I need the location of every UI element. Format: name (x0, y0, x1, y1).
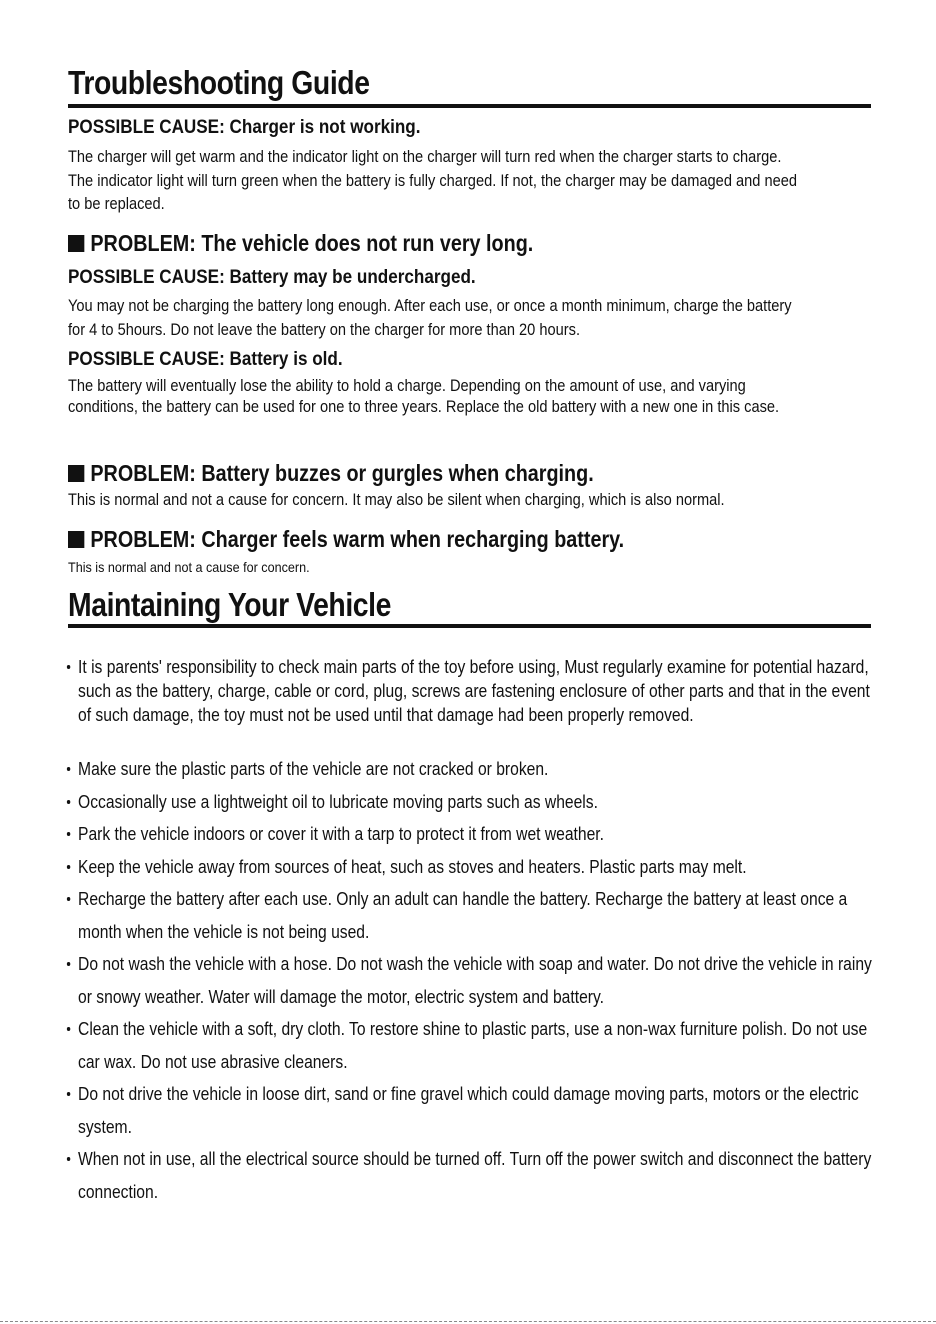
problem-square-icon (68, 531, 84, 548)
list-item: It is parents' responsibility to check main parts of the toy before using, Must regularly examine for potential hazard, such as the battery, charge, cable or cord, plug, screws are fastening enclosure of other parts and that in the event of such damage, the toy must not be used until that damage had been properly removed. (66, 655, 874, 727)
problem-title: PROBLEM: Battery buzzes or gurgles when charging. (90, 460, 594, 486)
troubleshooting-rule (68, 104, 871, 108)
problem-battery-buzzes (68, 460, 594, 486)
page-edge-dashed-line (0, 1321, 936, 1322)
problem-charger-warm (68, 526, 624, 552)
list-item: Make sure the plastic parts of the vehicle are not cracked or broken. (66, 753, 874, 786)
problem-title: PROBLEM: The vehicle does not run very long. (90, 230, 534, 256)
maintenance-list (66, 655, 874, 1208)
problem-title: PROBLEM: Charger feels warm when recharging battery. (90, 526, 625, 552)
cause-charger-text: The charger will get warm and the indicator light on the charger will turn red when the charger starts to charge. The indicator light will turn green when the battery is fully charged. If not, the charger may be damaged and need to be replaced. (68, 147, 797, 213)
cause-undercharged: POSSIBLE CAUSE: Battery may be undercharged. (68, 267, 476, 288)
problem-square-icon (68, 465, 84, 482)
list-item: Recharge the battery after each use. Only an adult can handle the battery. Recharge the battery at least once a month when the vehicle is not being used. (66, 883, 874, 948)
cause-undercharged-text: You may not be charging the battery long enough. After each use, or once a month minimum, charge the battery for 4 to 5hours. Do not leave the battery on the charger for more than 20 hours. (68, 296, 792, 339)
list-item: Occasionally use a lightweight oil to lubricate moving parts such as wheels. (66, 786, 874, 819)
list-item: Do not wash the vehicle with a hose. Do not wash the vehicle with soap and water. Do not drive the vehicle in rainy or snowy weather. Water will damage the motor, electric system and battery. (66, 948, 874, 1013)
list-item: Clean the vehicle with a soft, dry cloth. To restore shine to plastic parts, use a non-wax furniture polish. Do not use car wax. Do not use abrasive cleaners. (66, 1013, 874, 1078)
maintaining-title: Maintaining Your Vehicle (68, 586, 391, 623)
list-item: Do not drive the vehicle in loose dirt, sand or fine gravel which could damage moving parts, motors or the electric system. (66, 1078, 874, 1143)
list-item: Keep the vehicle away from sources of heat, such as stoves and heaters. Plastic parts may melt. (66, 851, 874, 884)
problem-vehicle-short-run (68, 230, 533, 256)
problem-charger-warm-text: This is normal and not a cause for concern. (68, 559, 310, 575)
maintaining-rule (68, 624, 871, 628)
problem-square-icon (68, 235, 84, 252)
list-item: When not in use, all the electrical source should be turned off. Turn off the power switch and disconnect the battery connection. (66, 1143, 874, 1208)
cause-battery-old: POSSIBLE CAUSE: Battery is old. (68, 349, 343, 370)
cause-battery-old-text: The battery will eventually lose the ability to hold a charge. Depending on the amount of use, and varying conditions, the battery can be used for one to three years. Replace the old battery with a new one in this case. (68, 376, 780, 416)
problem-battery-buzzes-text: This is normal and not a cause for concern. It may also be silent when charging, which is also normal. (68, 490, 725, 509)
cause-charger-not-working: POSSIBLE CAUSE: Charger is not working. (68, 117, 421, 138)
list-item: Park the vehicle indoors or cover it with a tarp to protect it from wet weather. (66, 818, 874, 851)
troubleshooting-title: Troubleshooting Guide (68, 64, 370, 101)
